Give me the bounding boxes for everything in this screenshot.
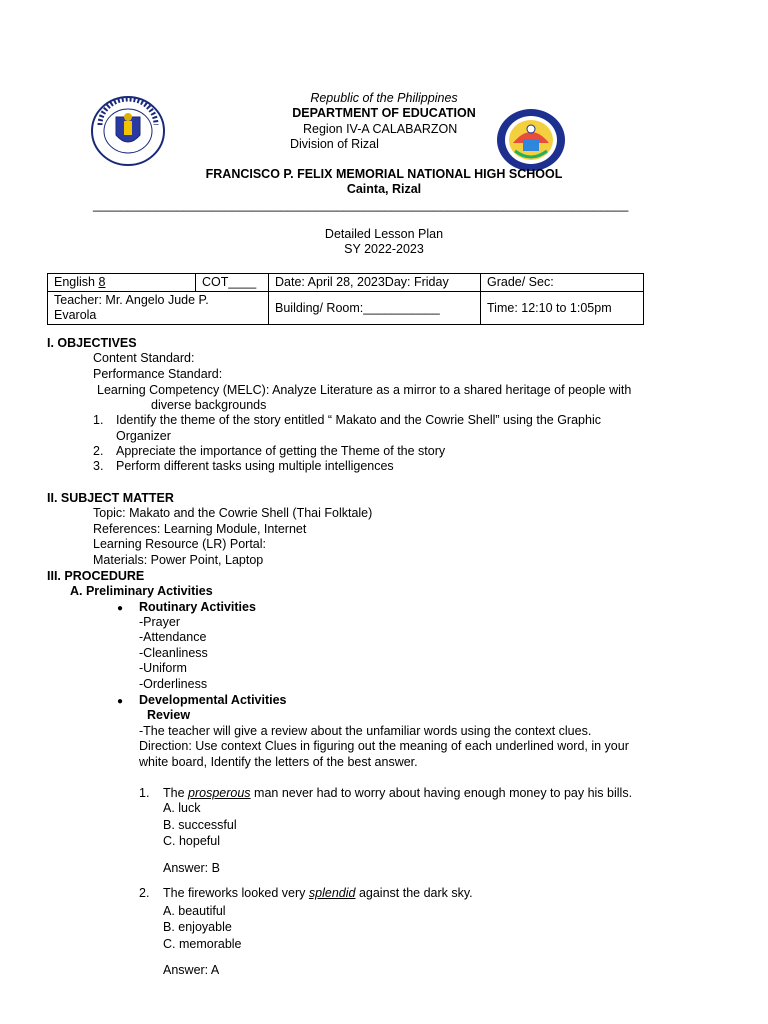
references-line: References: Learning Module, Internet — [93, 522, 307, 536]
answer-choice: A. luck — [163, 801, 201, 815]
competency-line-1: Learning Competency (MELC): Analyze Literature as a mirror to a shared heritage of people with — [97, 383, 632, 397]
objective-item: Perform different tasks using multiple intelligences — [116, 459, 394, 473]
region-label: Region IV-A CALABARZON — [303, 122, 458, 136]
teacher-line-2: Evarola — [54, 308, 97, 322]
document-title: Detailed Lesson Plan — [324, 227, 444, 241]
objective-item: Identify the theme of the story entitled “ Makato and the Cowrie Shell” using the Graphic — [116, 413, 601, 427]
question-number: 2. — [139, 886, 150, 900]
teacher-cell — [48, 292, 269, 325]
developmental-heading: Developmental Activities — [139, 693, 287, 707]
republic-label: Republic of the Philippines — [310, 91, 458, 105]
answer-key: Answer: A — [163, 963, 220, 977]
subject-grade: 8 — [98, 275, 106, 289]
teacher-line-1: Teacher: Mr. Angelo Jude P. — [54, 293, 209, 307]
question-underlined-word: prosperous — [188, 786, 251, 800]
competency-line-2: diverse backgrounds — [151, 398, 267, 412]
preliminary-activities-heading: A. Preliminary Activities — [70, 584, 213, 598]
routinary-item: -Prayer — [139, 615, 180, 629]
routinary-item: -Attendance — [139, 630, 207, 644]
question-text — [163, 886, 473, 902]
answer-choice: A. beautiful — [163, 904, 226, 918]
subject-cell — [48, 274, 196, 292]
date-cell: Date: April 28, 2023Day: Friday — [269, 274, 481, 292]
answer-key: Answer: B — [163, 861, 220, 875]
review-heading: Review — [147, 708, 191, 722]
performance-standard: Performance Standard: — [93, 367, 223, 381]
division-label: Division of Rizal — [290, 137, 379, 151]
building-cell: Building/ Room:___________ — [269, 292, 481, 325]
lr-portal-line: Learning Resource (LR) Portal: — [93, 537, 266, 551]
objective-number: 3. — [93, 459, 104, 473]
time-cell: Time: 12:10 to 1:05pm — [481, 292, 644, 325]
question-number: 1. — [139, 786, 150, 800]
procedure-heading: III. PROCEDURE — [47, 569, 145, 583]
routinary-item: -Cleanliness — [139, 646, 208, 660]
question-text — [163, 786, 632, 802]
answer-choice: C. hopeful — [163, 834, 220, 848]
lesson-info-table — [47, 273, 644, 325]
grade-section-cell: Grade/ Sec: — [481, 274, 644, 292]
school-name: FRANCISCO P. FELIX MEMORIAL NATIONAL HIGH SCHOOL — [205, 167, 563, 181]
school-year: SY 2022-2023 — [344, 242, 424, 256]
subject-prefix: English — [54, 275, 99, 289]
question-text-after: man never had to worry about having enough money to pay his bills. — [250, 786, 633, 800]
subject-matter-heading: II. SUBJECT MATTER — [47, 491, 174, 505]
review-line-1: -The teacher will give a review about the unfamiliar words using the context clues. — [139, 724, 592, 738]
objective-number: 1. — [93, 413, 104, 427]
question-text-before: The — [163, 786, 189, 800]
review-line-2: Direction: Use context Clues in figuring out the meaning of each underlined word, in your — [139, 739, 629, 753]
answer-choice: B. enjoyable — [163, 920, 232, 934]
header-separator: _____________________________________________________________________________ — [93, 198, 629, 212]
cot-cell: COT____ — [196, 274, 269, 292]
routinary-heading: Routinary Activities — [139, 600, 256, 614]
question-text-after: against the dark sky. — [355, 886, 473, 900]
materials-line: Materials: Power Point, Laptop — [93, 553, 264, 567]
objective-number: 2. — [93, 444, 104, 458]
question-underlined-word: splendid — [308, 886, 356, 900]
bullet-icon: ● — [117, 696, 124, 707]
content-standard: Content Standard: — [93, 351, 195, 365]
objective-item: Appreciate the importance of getting the Theme of the story — [116, 444, 446, 458]
bullet-icon: ● — [117, 603, 124, 614]
routinary-item: -Orderliness — [139, 677, 208, 691]
answer-choice: B. successful — [163, 818, 237, 832]
department-label: DEPARTMENT OF EDUCATION — [292, 106, 476, 120]
routinary-item: -Uniform — [139, 661, 187, 675]
objectives-heading: I. OBJECTIVES — [47, 336, 137, 350]
review-line-3: white board, Identify the letters of the best answer. — [139, 755, 418, 769]
question-text-before: The fireworks looked very — [163, 886, 309, 900]
school-location: Cainta, Rizal — [346, 182, 422, 196]
objective-item-cont: Organizer — [116, 429, 171, 443]
topic-line: Topic: Makato and the Cowrie Shell (Thai Folktale) — [93, 506, 373, 520]
answer-choice: C. memorable — [163, 937, 242, 951]
